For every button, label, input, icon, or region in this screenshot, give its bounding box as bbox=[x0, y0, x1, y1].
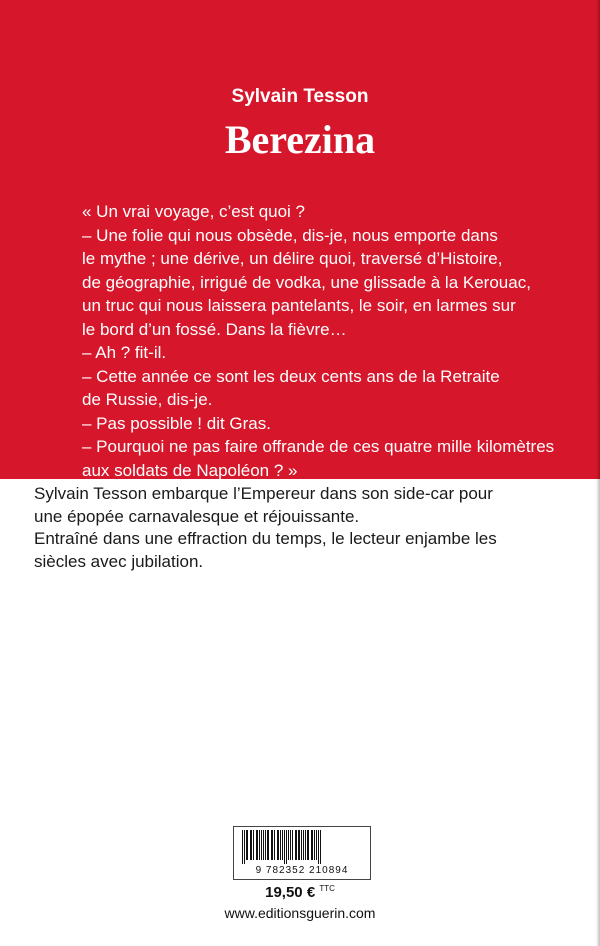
barcode-icon bbox=[240, 830, 364, 864]
isbn-number: 9 782352 210894 bbox=[255, 865, 349, 876]
book-title: Berezina bbox=[224, 117, 376, 162]
excerpt-line: « Un vrai voyage, c’est quoi ? bbox=[82, 202, 306, 221]
blurb-line: siècles avec jubilation. bbox=[34, 551, 204, 571]
blurb-line: une épopée carnavalesque et réjouissante. bbox=[34, 506, 360, 526]
price bbox=[0, 884, 600, 901]
excerpt-line: – Ah ? fit-il. bbox=[82, 343, 167, 362]
author-name: Sylvain Tesson bbox=[231, 86, 369, 107]
excerpt-line: de Russie, dis-je. bbox=[82, 390, 213, 409]
cover-edge-shadow bbox=[596, 0, 600, 946]
excerpt-line: aux soldats de Napoléon ? » bbox=[82, 460, 298, 480]
excerpt-line: – Pourquoi ne pas faire offrande de ces quatre mille kilomètres bbox=[82, 437, 555, 456]
excerpt-line: le mythe ; une dérive, un délire quoi, traversé d’Histoire, bbox=[82, 249, 503, 268]
blurb-line: Entraîné dans une effraction du temps, le lecteur enjambe les bbox=[34, 529, 497, 548]
excerpt-line: – Une folie qui nous obsède, dis-je, nous emporte dans bbox=[82, 225, 498, 245]
price-suffix: TTC bbox=[319, 884, 335, 893]
blurb-line: Sylvain Tesson embarque l’Empereur dans son side-car pour bbox=[34, 484, 493, 503]
excerpt-line: – Pas possible ! dit Gras. bbox=[82, 413, 271, 433]
excerpt-quote bbox=[82, 200, 562, 482]
excerpt-line: – Cette année ce sont les deux cents ans de la Retraite bbox=[82, 366, 500, 386]
publisher-website: www.editionsguerin.com bbox=[224, 905, 376, 921]
book-blurb bbox=[34, 483, 579, 573]
excerpt-line: de géographie, irrigué de vodka, une glissade à la Kerouac, bbox=[82, 272, 531, 292]
barcode bbox=[233, 826, 371, 880]
excerpt-line: un truc qui nous laissera pantelants, le soir, en larmes sur bbox=[82, 296, 516, 315]
excerpt-line: le bord d’un fossé. Dans la fièvre… bbox=[82, 319, 347, 339]
price-value: 19,50 € bbox=[265, 884, 316, 901]
